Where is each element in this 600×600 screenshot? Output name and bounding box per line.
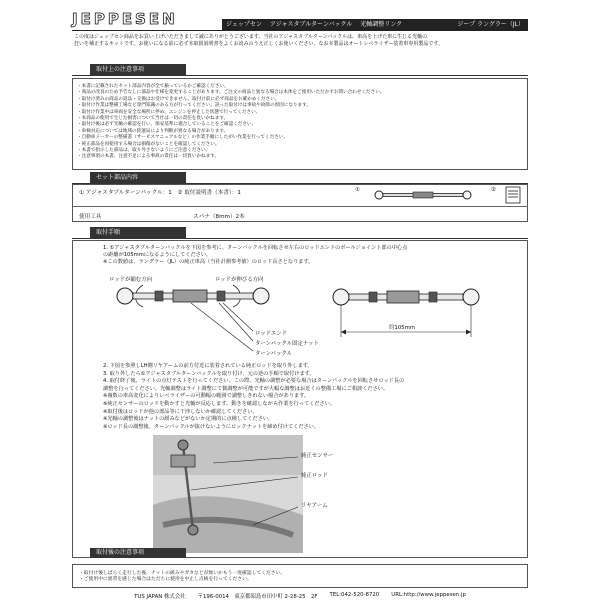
step-2-line: ※ロッド長の調整後、ターンバックルが抜けないようにロックナットを締め付けてください。: [103, 423, 320, 430]
step-2-line: ※光軸の調整後はナットの緩みなどがないか定期的に点検してください。: [103, 416, 274, 423]
brand-logo: JEPPESEN: [72, 10, 178, 28]
parts-title: セット部品内容: [90, 172, 186, 183]
caution-item: ・注意事項の本書、注意不足による事故の責任は一切負いかねます。: [77, 154, 220, 160]
label-sensor: 純正センサー: [301, 453, 334, 459]
after-item: ・ご使用中に異常を感じた場合はただちに使用を中止し点検を行ってください。: [79, 577, 252, 583]
parts-box: [72, 184, 528, 222]
caution-section-header: [72, 64, 528, 76]
step-1-line: の距離が105mmになるようにしてください。: [103, 252, 212, 258]
step-2-line: 4. 取付終了後、ライトの点灯テストを行ってください。この際、光軸の調整が必要な場合はターンバックルを回転させロッド長の: [103, 378, 405, 385]
after-list: [79, 571, 285, 584]
parts-divider: [73, 206, 528, 207]
after-title: 取付後の注意事項: [90, 548, 186, 558]
parts-number-2: ②: [491, 187, 496, 193]
manual-icon: [505, 186, 521, 204]
caution-item: ・取付け後は必ず光軸の確認を行い、保安基準に適合していることをご確認ください。: [77, 122, 257, 128]
footer-address: 〒196-0014 東京都昭島市田中町 2-28-25 2F: [197, 594, 318, 600]
turnbuckle-diagram: [113, 281, 273, 311]
step-2-line: ※複数の車高変化によりレベライザーの可動幅の範囲で調整しきれない場合があります。: [103, 393, 310, 400]
label-rear-arm: リヤアーム: [301, 503, 328, 509]
parts-items: ① アジャスタブルターンバックル：1 ② 取付説明書（本書）：1: [79, 190, 241, 196]
footer-tel: TEL:042-520-8720: [329, 592, 380, 598]
parts-section-header: [72, 172, 528, 184]
footer-company: TUS JAPAN 株式会社: [134, 594, 186, 600]
instruction-sheet: [72, 8, 528, 600]
intro-line: 狂いを補正するキットです。お使いになる前に必ず本取扱説明書をよくお読みのうえ正しくお使いください。なお本製品はオートレベライザー装着車専用製品です。: [74, 41, 443, 47]
after-box: [72, 564, 528, 588]
header-cell-type: 光軸調整リンク: [360, 21, 403, 28]
label-oem-rod: 純正ロッド: [301, 473, 328, 479]
after-item: ・取付け後しばらく走行した後、ナットの緩みやガタなどが無いかもう一度確認してください。: [79, 571, 286, 576]
caution-box: [72, 78, 528, 170]
intro-text: [74, 34, 524, 48]
caution-item: ・純正部品を再使用する場合は損傷がないことを確認してください。: [77, 141, 220, 147]
caution-item: ・取付け作業は整備工場など専門知識のある方が行ってください。誤った取付けは事故や故障の原因になります。: [77, 103, 311, 109]
caution-item: ・車検対応については地域の陸運局により判断が異なる場合があります。: [77, 128, 229, 134]
turnbuckle-thumbnail: [373, 188, 473, 202]
steps-section-header: [72, 227, 528, 239]
parts-number-1: ①: [355, 187, 360, 193]
step-2-line: 2. 下図を参照しLH側リヤアームの前方付近に装着されている純正ロッドを取り外します。: [103, 363, 313, 369]
steps-box: [72, 240, 528, 558]
step-2-line: 3. 取り外したら①アジャスタブルターンバックルを取り付け、元の逆の手順で取付けます。: [103, 370, 315, 377]
header-cell-product: アジャスタブルターンバックル: [269, 21, 353, 28]
step-1-line: 1. ①アジャスタブルターンバックルを下図を参考に、ターンバックルを回転させ左右のロッドエンドのボールジョイント部の中心点: [103, 245, 408, 251]
header-bar: [222, 19, 528, 30]
tools-label: 使用工具: [79, 214, 102, 220]
step-2-line: ※取付後はロッドが他の部品等に干渉しないか確認してください。: [103, 408, 258, 415]
step-2-line: 調整を行ってください。光軸調整はライト調整にて微調整が可能ですが大幅な調整はお近くの整備工場にご相談ください。: [103, 385, 389, 392]
tools-row: [79, 212, 245, 220]
step-1-text: [103, 245, 503, 266]
label-extend: ロッドが伸びる方向: [215, 277, 264, 283]
caution-item: ・取付け済みの商品の返品・交換はお受けできません。取付け前に必ず商品をお確かめください。: [77, 96, 280, 102]
label-lock-nut: ターンバックル固定ナット: [255, 341, 319, 347]
length-diagram: [331, 287, 481, 343]
caution-title: 取付上の注意事項: [90, 64, 186, 75]
caution-item: ・商品の改良のため予告なしに部品や仕様を変更することがあります。ご注文の商品と異なる場合は本体をご使用いただかずお問い合わせください。: [77, 90, 385, 96]
tools-value: スパナ（8mm）2本: [193, 214, 245, 220]
intro-line: この度はジェップセン商品をお買い上げいただきまして誠にありがとうございます。当社のアジャスタブルターンバックルは、車高を上げた車に生じる光軸の: [74, 34, 428, 40]
caution-item: ・取付け作業中は車両を安全な場所に停め、エンジンを停止した状態で行ってください。: [77, 109, 261, 115]
footer-url[interactable]: URL:http://www.jeppesen.jp: [391, 592, 466, 598]
installation-photo: [153, 435, 303, 553]
step-2-line: ※純正センサーのロッドを動かすと光軸が反応します。動きを確認しながら作業を行ってください。: [103, 400, 336, 407]
header-cell-brand: ジェップセン: [226, 21, 262, 28]
label-shorten: ロッドが縮む方向: [109, 277, 153, 283]
caution-item: ・本書で指示した部品は、取り外さないようにご注意ください。: [77, 148, 211, 154]
label-length: 約105mm: [389, 325, 416, 331]
step-1-line: ※この数値は、ラングラー（JL）の純正車高（当社計測参考値）のロッド長さとなります。: [103, 259, 314, 265]
header-cell-vehicle: ジープ ラングラー（JL）: [457, 21, 524, 28]
caution-item: ・本商品の使用で生じた損害について当社は一切の責任を負いかねます。: [77, 116, 229, 122]
caution-list: [77, 84, 523, 161]
label-rod-end: ロッドエンド: [255, 331, 288, 337]
header: [72, 8, 528, 31]
caution-item: ・自動車メーカーの整備書（サービスマニュアルなど）の作業手順にしたがい作業を行ってください。: [77, 135, 288, 141]
label-turnbuckle: ターンバックル: [255, 351, 293, 357]
steps-title: 取付手順: [90, 227, 186, 238]
step-2-text: [103, 363, 513, 431]
footer: [72, 592, 528, 600]
caution-item: ・本書に記載されたセット部品内容が全て揃っているかご確認ください。: [77, 84, 229, 89]
